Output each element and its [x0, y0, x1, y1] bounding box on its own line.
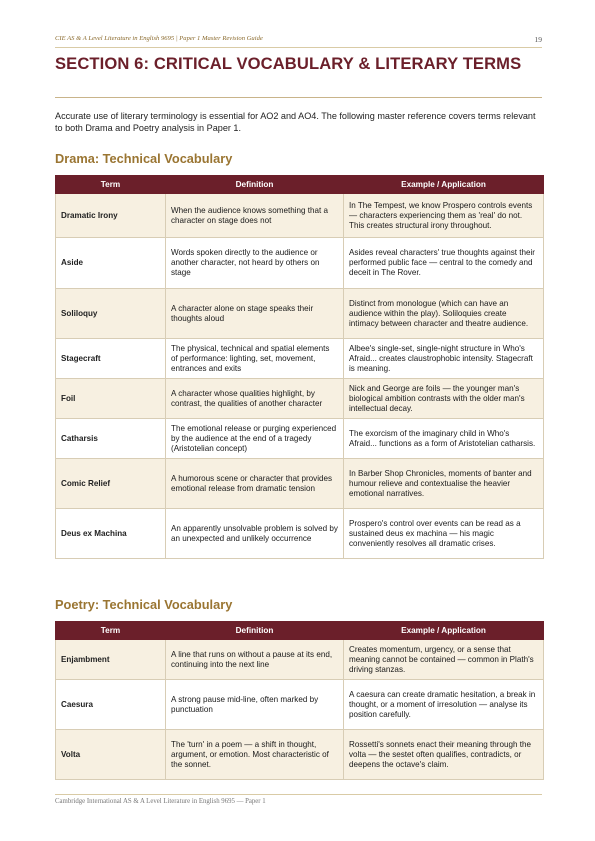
example-cell: Distinct from monologue (which can have an audience within the play). Soliloquies create intimacy between character and theatre audience.: [344, 289, 544, 339]
page-number: 19: [534, 35, 542, 44]
table-row: [56, 238, 544, 289]
definition-cell: Words spoken directly to the audience or another character, not heard by others on stage: [166, 238, 344, 289]
table-row: [56, 680, 544, 730]
table-row: [56, 730, 544, 780]
term-cell: Foil: [56, 379, 166, 419]
term-cell: Catharsis: [56, 419, 166, 459]
example-cell: Asides reveal characters' true thoughts against their performed public face — central to the comedy and deceit in The Rover.: [344, 238, 544, 289]
table-row: [56, 289, 544, 339]
table-row: [56, 509, 544, 559]
definition-cell: A character whose qualities highlight, by contrast, the qualities of another character: [166, 379, 344, 419]
example-cell: Nick and George are foils — the younger man's biological ambition contrasts with the older man's intellectual decay.: [344, 379, 544, 419]
table-header-row: [56, 622, 544, 640]
table-row: [56, 419, 544, 459]
definition-cell: The 'turn' in a poem — a shift in thought, argument, or emotion. Most characteristic of the sonnet.: [166, 730, 344, 780]
definition-cell: The physical, technical and spatial elements of performance: lighting, set, movement, entrances and exits: [166, 339, 344, 379]
example-cell: Prospero's control over events can be read as a sustained deus ex machina — his magic conveniently resolves all dramatic crises.: [344, 509, 544, 559]
table-row: [56, 459, 544, 509]
example-cell: In The Tempest, we know Prospero controls events — characters experiencing them as 'real' do not. This creates structural irony throughout.: [344, 194, 544, 238]
table-row: [56, 194, 544, 238]
section-title: SECTION 6: CRITICAL VOCABULARY & LITERARY TERMS: [55, 54, 522, 73]
column-header-example: Example / Application: [344, 176, 544, 194]
example-cell: In Barber Shop Chronicles, moments of banter and humour relieve and contextualise the heavier emotional narratives.: [344, 459, 544, 509]
definition-cell: An apparently unsolvable problem is solved by an unexpected and unlikely occurrence: [166, 509, 344, 559]
column-header-definition: Definition: [166, 176, 344, 194]
example-cell: Albee's single-set, single-night structure in Who's Afraid... creates claustrophobic intensity. Stagecraft is meaning.: [344, 339, 544, 379]
intro-paragraph: Accurate use of literary terminology is essential for AO2 and AO4. The following master reference covers terms relevant to both Drama and Poetry analysis in Paper 1.: [55, 111, 536, 133]
example-cell: The exorcism of the imaginary child in Who's Afraid... functions as a form of Aristotelian catharsis.: [344, 419, 544, 459]
definition-cell: A strong pause mid-line, often marked by punctuation: [166, 680, 344, 730]
table-row: [56, 339, 544, 379]
table-header-row: [56, 176, 544, 194]
example-cell: Creates momentum, urgency, or a sense that meaning cannot be contained — common in Plath's driving stanzas.: [344, 640, 544, 680]
term-cell: Dramatic Irony: [56, 194, 166, 238]
definition-cell: A character alone on stage speaks their thoughts aloud: [166, 289, 344, 339]
term-cell: Enjambment: [56, 640, 166, 680]
header-title: CIE AS & A Level Literature in English 9695 | Paper 1 Master Revision Guide: [55, 35, 263, 42]
term-cell: Comic Relief: [56, 459, 166, 509]
table-row: [56, 379, 544, 419]
term-cell: Caesura: [56, 680, 166, 730]
example-cell: A caesura can create dramatic hesitation, a break in thought, or a moment of irresolution — analyse its position carefully.: [344, 680, 544, 730]
example-cell: Rossetti's sonnets enact their meaning through the volta — the sestet often qualifies, contradicts, or deepens the octave's claim.: [344, 730, 544, 780]
column-header-term: Term: [56, 622, 166, 640]
column-header-definition: Definition: [166, 622, 344, 640]
table-row: [56, 640, 544, 680]
title-divider: [55, 97, 542, 98]
poetry-vocab-table: [55, 621, 544, 780]
column-header-term: Term: [56, 176, 166, 194]
drama-vocab-table: [55, 175, 544, 559]
drama-heading: Drama: Technical Vocabulary: [55, 151, 233, 166]
term-cell: Stagecraft: [56, 339, 166, 379]
term-cell: Volta: [56, 730, 166, 780]
definition-cell: A humorous scene or character that provides emotional release from dramatic tension: [166, 459, 344, 509]
definition-cell: A line that runs on without a pause at its end, continuing into the next line: [166, 640, 344, 680]
term-cell: Soliloquy: [56, 289, 166, 339]
term-cell: Aside: [56, 238, 166, 289]
definition-cell: The emotional release or purging experienced by the audience at the end of a tragedy (Aristotelian concept): [166, 419, 344, 459]
running-footer: Cambridge International AS & A Level Literature in English 9695 — Paper 1: [55, 794, 542, 805]
definition-cell: When the audience knows something that a character on stage does not: [166, 194, 344, 238]
column-header-example: Example / Application: [344, 622, 544, 640]
term-cell: Deus ex Machina: [56, 509, 166, 559]
running-header: [55, 35, 542, 48]
poetry-heading: Poetry: Technical Vocabulary: [55, 597, 233, 612]
